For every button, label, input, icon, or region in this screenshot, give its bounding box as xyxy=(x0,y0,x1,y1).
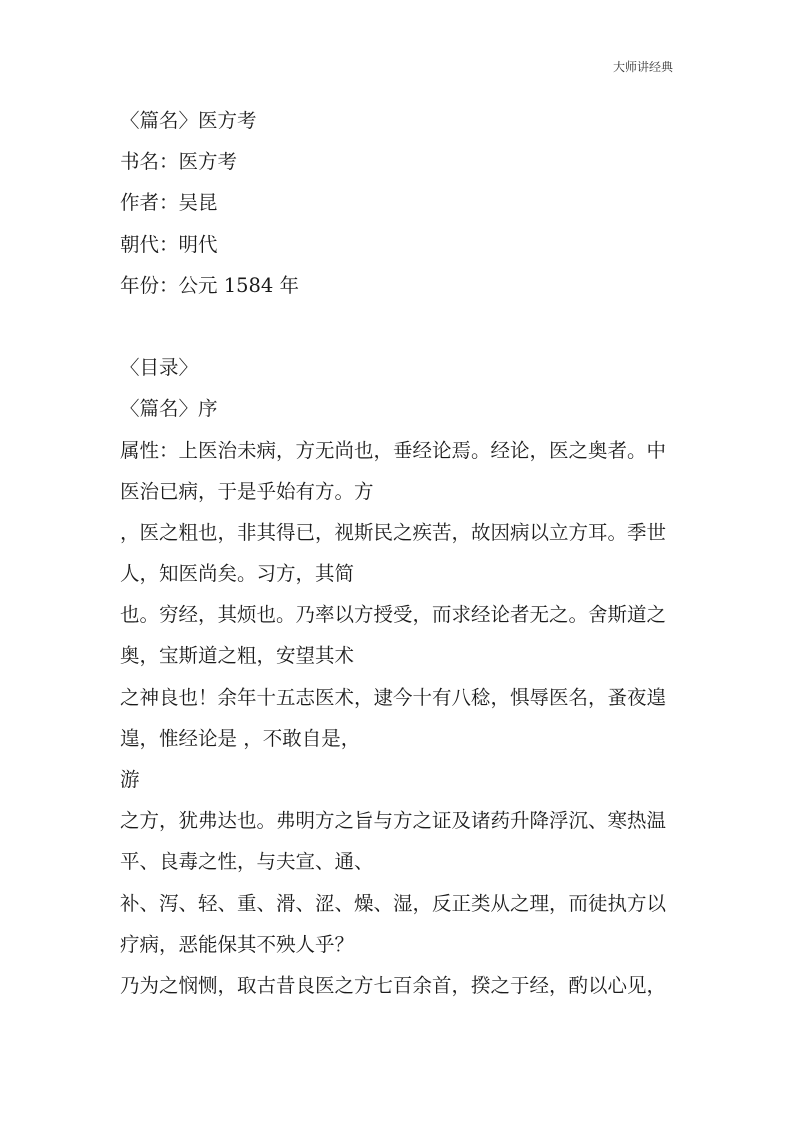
toc-label: 〈目录〉 xyxy=(120,356,199,380)
text-line: 也。穷经，其烦也。乃率以方授受，而求经论者无之。舍斯道之 xyxy=(120,603,667,627)
page-header-label: 大师讲经典 xyxy=(613,60,674,74)
text-line: 补、泻、轻、重、滑、涩、燥、湿，反正类从之理，而徒执方以 xyxy=(120,891,667,915)
book-name: 书名：医方考 xyxy=(120,150,238,174)
author: 作者：吴昆 xyxy=(120,191,218,215)
spacer xyxy=(120,306,680,347)
text-line: 属性：上医治未病，方无尚也，垂经论焉。经论，医之奥者。中 xyxy=(120,438,667,462)
dynasty: 朝代：明代 xyxy=(120,232,218,256)
text-line: 游 xyxy=(120,768,140,791)
chapter-title: 〈篇名〉医方考 xyxy=(120,109,257,132)
text-line: 医治已病，于是乎始有方。方 xyxy=(120,479,374,503)
text-line: 人，知医尚矣。习方，其简 xyxy=(120,562,355,586)
text-line: ，医之粗也，非其得已，视斯民之疾苦，故因病以立方耳。季世 xyxy=(120,520,667,544)
preface-text xyxy=(120,430,680,1007)
text-line: 之神良也！余年十五志医术，逮今十有八稔，惧辱医名，蚤夜遑 xyxy=(120,685,667,709)
document-body xyxy=(120,100,680,1006)
text-line: 之方，犹弗达也。弗明方之旨与方之证及诸药升降浮沉、寒热温 xyxy=(120,809,667,833)
text-line: 奥，宝斯道之粗，安望其术 xyxy=(120,644,355,668)
section-title: 〈篇名〉序 xyxy=(120,397,218,421)
text-line: 疗病，恶能保其不殃人乎？ xyxy=(120,932,355,956)
text-line: 遑，惟经论是 ，不敢自是， xyxy=(120,726,361,750)
text-line: 乃为之悯恻，取古昔良医之方七百余首，揆之于经，酌以心见， xyxy=(120,973,667,997)
year: 年份：公元 1584 年 xyxy=(120,273,300,297)
text-line: 平、良毒之性，与夫宣、通、 xyxy=(120,850,374,874)
